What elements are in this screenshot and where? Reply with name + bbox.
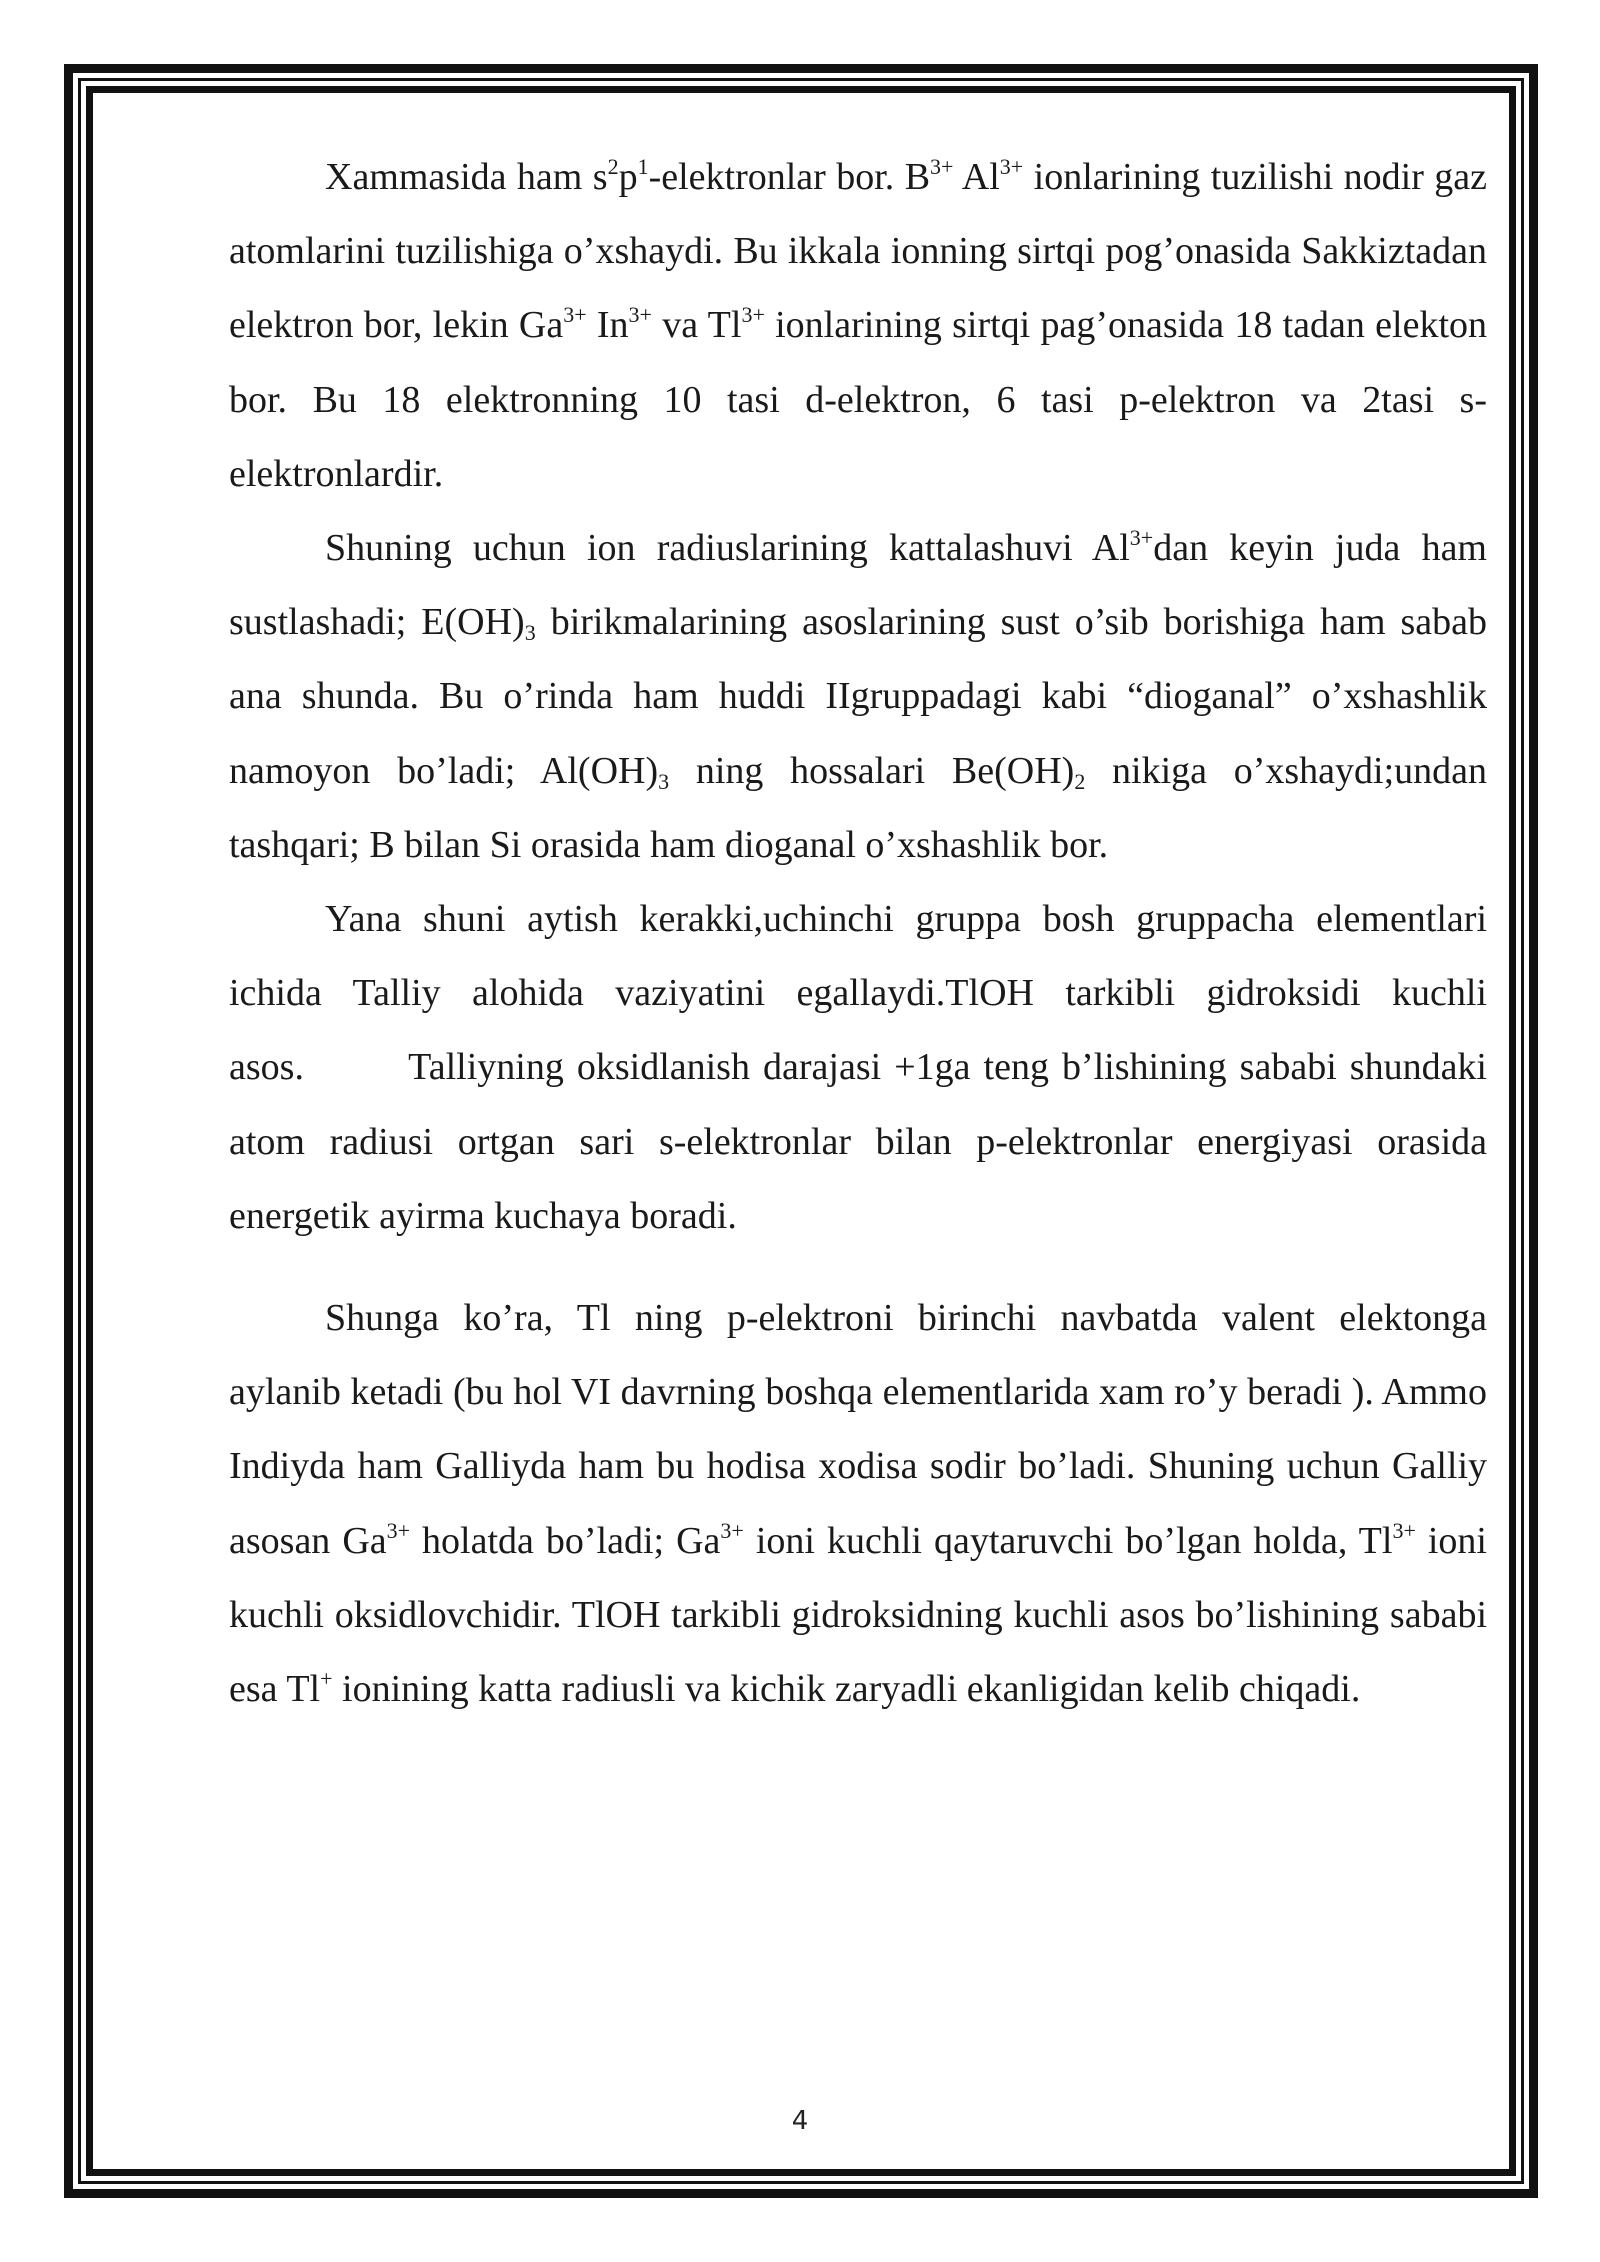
- text-run: ioni kuchli oksidlovchidir. TlOH tarkibli gidroksidning kuchli asos bo’lishining sababi esa Tl: [229, 1519, 1487, 1711]
- paragraph-2: [229, 511, 1487, 882]
- superscript: 3+: [930, 154, 954, 179]
- text-run: nikiga o’xshaydi;undan tashqari; B bilan Si orasida ham dioganal o’xshashlik bor.: [229, 749, 1487, 866]
- text-run: Al: [953, 156, 1000, 198]
- subscript: 3: [658, 768, 670, 794]
- text-run: Yana shuni aytish kerakki,uchinchi gruppa bosh gruppacha elementlari ichida Talliy alohida vaziyatini egallaydi.TlOH tarkibli gidroksidi kuchli asos. Talliyning oksidlanish darajasi +1ga teng b’lishining sababi shundaki atom radiusi ortgan sari s-elektronlar bilan p-elektronlar energiyasi orasida energetik ayirma kuchaya boradi.: [229, 898, 1487, 1237]
- text-run: -elektronlar bor. B: [648, 156, 931, 198]
- text-run: ionlarining sirtqi pag’onasida 18 tadan elekton bor. Bu 18 elektronning 10 tasi d-elektron, 6 tasi p-elektron va 2tasi s-elektronlardir.: [229, 304, 1488, 495]
- text-run: ionlarining tuzilishi nodir gaz atomlarini tuzilishiga o’xshaydi. Bu ikkala ionning sirtqi pog’onasida Sakkiztadan elektron bor, lekin Ga: [229, 156, 1488, 347]
- text-run: Xammasida ham s: [325, 156, 608, 198]
- paragraph-4: [229, 1281, 1487, 1726]
- superscript: 3+: [741, 302, 765, 328]
- superscript: 3+: [1392, 1517, 1416, 1543]
- superscript: 3+: [1129, 525, 1154, 551]
- paragraph-1: [229, 140, 1487, 511]
- text-run: p: [618, 156, 638, 198]
- text-run: va Tl: [651, 304, 742, 347]
- page-number: 4: [791, 2106, 809, 2136]
- superscript: 3+: [386, 1517, 411, 1543]
- document-body: [229, 140, 1487, 1726]
- subscript: 3: [524, 620, 536, 646]
- text-run: dan keyin juda ham sustlashadi; E(OH): [229, 527, 1487, 644]
- text-run: ning hossalari Be(OH): [669, 749, 1075, 792]
- text-run: Shuning uchun ion radiuslarining kattalashuvi Al: [325, 527, 1130, 570]
- paragraph-3: [229, 882, 1487, 1253]
- superscript: 3+: [720, 1517, 744, 1543]
- superscript: 3+: [563, 302, 587, 328]
- superscript: 3+: [628, 302, 652, 328]
- text-run: ionining katta radiusli va kichik zaryadli ekanligidan kelib chiqadi.: [332, 1668, 1361, 1711]
- text-run: holatda bo’ladi; Ga: [410, 1519, 721, 1562]
- subscript: 2: [1074, 768, 1086, 794]
- superscript: 3+: [999, 154, 1024, 179]
- text-run: Shunga ko’ra, Tl ning p-elektroni birinchi navbatda valent elektonga aylanib ketadi (bu hol VI davrning boshqa elementlarida xam ro’y beradi ). Ammo Indiyda ham Galliyda ham bu hodisa xodisa sodir bo’ladi. Shuning uchun Galliy asosan Ga: [229, 1297, 1487, 1562]
- text-run: ioni kuchli qaytaruvchi bo’lgan holda, Tl: [743, 1519, 1393, 1562]
- text-run: In: [586, 304, 629, 347]
- superscript: 2: [607, 154, 619, 179]
- text-run: birikmalarining asoslarining sust o’sib borishiga ham sabab ana shunda. Bu o’rinda ham huddi IIgruppadagi kabi “dioganal” o’xshashlik namoyon bo’ladi; Al(OH): [229, 601, 1487, 792]
- superscript: +: [320, 1666, 333, 1692]
- superscript: 1: [637, 154, 649, 179]
